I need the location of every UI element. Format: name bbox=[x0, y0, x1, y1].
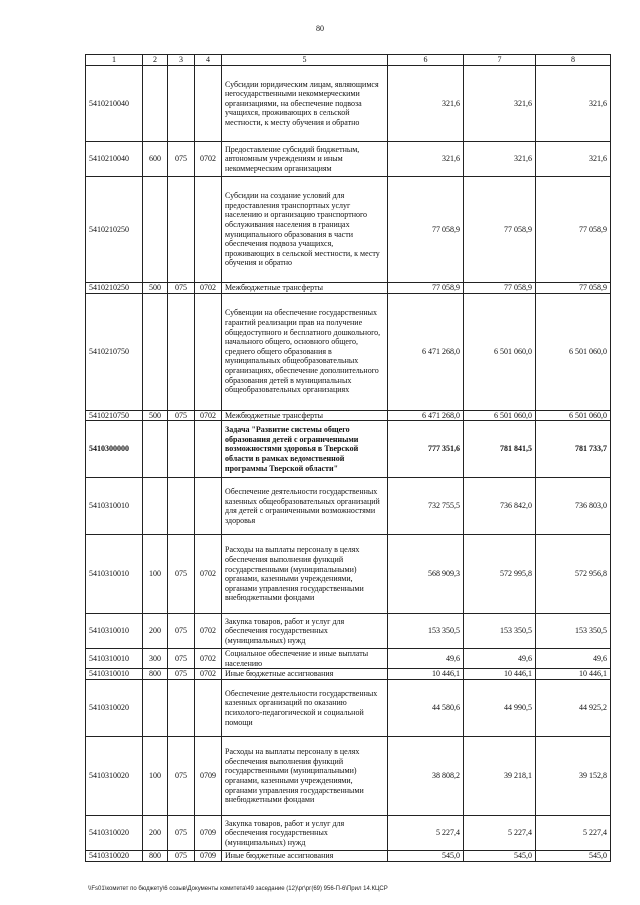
cell-amount-3: 736 803,0 bbox=[536, 478, 611, 535]
cell-expense-type bbox=[143, 66, 168, 142]
cell-section: 0702 bbox=[195, 614, 222, 649]
budget-table bbox=[85, 54, 611, 862]
cell-amount-2: 572 995,8 bbox=[464, 535, 536, 614]
table-row bbox=[86, 614, 611, 649]
cell-ministry: 075 bbox=[168, 535, 195, 614]
cell-section bbox=[195, 177, 222, 283]
cell-amount-3: 153 350,5 bbox=[536, 614, 611, 649]
cell-section bbox=[195, 293, 222, 410]
cell-code: 5410310010 bbox=[86, 649, 143, 669]
cell-code: 5410310010 bbox=[86, 614, 143, 649]
cell-amount-3: 49,6 bbox=[536, 649, 611, 669]
cell-section bbox=[195, 66, 222, 142]
cell-amount-1: 777 351,6 bbox=[388, 421, 464, 478]
cell-ministry: 075 bbox=[168, 850, 195, 861]
cell-description: Субсидии юридическим лицам, являющимся негосударственными некоммерческими организациями, на обеспечение подвоза учащихся, проживающих в сельской местности, к месту обучения и обратно bbox=[222, 66, 388, 142]
cell-code: 5410310010 bbox=[86, 478, 143, 535]
table-row bbox=[86, 177, 611, 283]
cell-section: 0709 bbox=[195, 850, 222, 861]
cell-expense-type: 800 bbox=[143, 669, 168, 680]
cell-code: 5410310020 bbox=[86, 815, 143, 850]
header-col-7: 7 bbox=[464, 55, 536, 66]
table-row bbox=[86, 421, 611, 478]
cell-amount-3: 572 956,8 bbox=[536, 535, 611, 614]
cell-expense-type bbox=[143, 679, 168, 736]
cell-section: 0709 bbox=[195, 815, 222, 850]
cell-ministry bbox=[168, 679, 195, 736]
cell-expense-type: 200 bbox=[143, 815, 168, 850]
cell-code: 5410210040 bbox=[86, 142, 143, 177]
cell-amount-3: 5 227,4 bbox=[536, 815, 611, 850]
cell-ministry bbox=[168, 293, 195, 410]
table-row bbox=[86, 283, 611, 294]
cell-amount-3: 44 925,2 bbox=[536, 679, 611, 736]
cell-amount-2: 321,6 bbox=[464, 142, 536, 177]
cell-section: 0702 bbox=[195, 283, 222, 294]
cell-ministry: 075 bbox=[168, 649, 195, 669]
table-row bbox=[86, 649, 611, 669]
cell-amount-1: 545,0 bbox=[388, 850, 464, 861]
cell-code: 5410210040 bbox=[86, 66, 143, 142]
cell-code: 5410210750 bbox=[86, 410, 143, 421]
table-row bbox=[86, 850, 611, 861]
cell-code: 5410210250 bbox=[86, 177, 143, 283]
cell-amount-3: 10 446,1 bbox=[536, 669, 611, 680]
cell-code: 5410300000 bbox=[86, 421, 143, 478]
header-col-6: 6 bbox=[388, 55, 464, 66]
header-col-8: 8 bbox=[536, 55, 611, 66]
cell-amount-3: 39 152,8 bbox=[536, 736, 611, 815]
cell-amount-3: 545,0 bbox=[536, 850, 611, 861]
cell-description: Расходы на выплаты персоналу в целях обеспечения выполнения функций государственными (муниципальными) органами, казенными учреждениями, органами управления государственными внебюджетными фондами bbox=[222, 535, 388, 614]
cell-code: 5410310020 bbox=[86, 736, 143, 815]
table-row bbox=[86, 679, 611, 736]
table-row bbox=[86, 736, 611, 815]
cell-amount-1: 153 350,5 bbox=[388, 614, 464, 649]
cell-expense-type: 300 bbox=[143, 649, 168, 669]
table-row bbox=[86, 142, 611, 177]
cell-ministry: 075 bbox=[168, 736, 195, 815]
cell-amount-3: 77 058,9 bbox=[536, 177, 611, 283]
cell-description: Межбюджетные трансферты bbox=[222, 283, 388, 294]
cell-description: Социальное обеспечение и иные выплаты населению bbox=[222, 649, 388, 669]
cell-amount-1: 38 808,2 bbox=[388, 736, 464, 815]
cell-code: 5410210250 bbox=[86, 283, 143, 294]
cell-section bbox=[195, 478, 222, 535]
cell-amount-1: 732 755,5 bbox=[388, 478, 464, 535]
cell-amount-1: 6 471 268,0 bbox=[388, 410, 464, 421]
cell-ministry: 075 bbox=[168, 283, 195, 294]
cell-ministry: 075 bbox=[168, 815, 195, 850]
cell-amount-2: 77 058,9 bbox=[464, 177, 536, 283]
cell-amount-2: 781 841,5 bbox=[464, 421, 536, 478]
cell-amount-1: 77 058,9 bbox=[388, 177, 464, 283]
cell-code: 5410310020 bbox=[86, 850, 143, 861]
cell-ministry bbox=[168, 478, 195, 535]
cell-code: 5410310010 bbox=[86, 669, 143, 680]
cell-amount-2: 6 501 060,0 bbox=[464, 293, 536, 410]
cell-expense-type: 100 bbox=[143, 535, 168, 614]
cell-amount-2: 6 501 060,0 bbox=[464, 410, 536, 421]
table-row bbox=[86, 535, 611, 614]
cell-expense-type: 500 bbox=[143, 410, 168, 421]
cell-description: Иные бюджетные ассигнования bbox=[222, 669, 388, 680]
cell-ministry: 075 bbox=[168, 669, 195, 680]
cell-section: 0702 bbox=[195, 535, 222, 614]
cell-amount-2: 39 218,1 bbox=[464, 736, 536, 815]
cell-amount-1: 6 471 268,0 bbox=[388, 293, 464, 410]
cell-expense-type: 500 bbox=[143, 283, 168, 294]
page-number: 80 bbox=[316, 24, 324, 33]
table-row bbox=[86, 669, 611, 680]
cell-amount-1: 10 446,1 bbox=[388, 669, 464, 680]
cell-ministry: 075 bbox=[168, 614, 195, 649]
table-row bbox=[86, 410, 611, 421]
cell-amount-2: 49,6 bbox=[464, 649, 536, 669]
table-row bbox=[86, 66, 611, 142]
cell-amount-2: 545,0 bbox=[464, 850, 536, 861]
cell-description: Межбюджетные трансферты bbox=[222, 410, 388, 421]
cell-section: 0702 bbox=[195, 142, 222, 177]
cell-amount-1: 321,6 bbox=[388, 66, 464, 142]
cell-description: Субвенции на обеспечение государственных гарантий реализации прав на получение общедоступного и бесплатного дошкольного, начального общего, основного общего, среднего общего образования в муниципальных общеобразовательных организациях, обеспечение дополнительного образования детей в муниципальных общеобразовательных организациях bbox=[222, 293, 388, 410]
cell-amount-2: 77 058,9 bbox=[464, 283, 536, 294]
cell-expense-type bbox=[143, 293, 168, 410]
table-row bbox=[86, 478, 611, 535]
cell-amount-3: 6 501 060,0 bbox=[536, 293, 611, 410]
cell-amount-1: 568 909,3 bbox=[388, 535, 464, 614]
header-col-5: 5 bbox=[222, 55, 388, 66]
cell-amount-2: 10 446,1 bbox=[464, 669, 536, 680]
cell-section: 0709 bbox=[195, 736, 222, 815]
cell-ministry bbox=[168, 177, 195, 283]
header-row bbox=[86, 55, 611, 66]
cell-description: Обеспечение деятельности государственных казенных организаций по оказанию психолого-педагогической и социальной помощи bbox=[222, 679, 388, 736]
cell-expense-type bbox=[143, 177, 168, 283]
cell-ministry: 075 bbox=[168, 410, 195, 421]
cell-amount-2: 5 227,4 bbox=[464, 815, 536, 850]
cell-code: 5410210750 bbox=[86, 293, 143, 410]
cell-amount-1: 5 227,4 bbox=[388, 815, 464, 850]
cell-description: Предоставление субсидий бюджетным, автономным учреждениям и иным некоммерческим организациям bbox=[222, 142, 388, 177]
cell-amount-2: 44 990,5 bbox=[464, 679, 536, 736]
cell-section bbox=[195, 679, 222, 736]
cell-description: Субсидии на создание условий для предоставления транспортных услуг населению и организацию транспортного обслуживания населения в границах муниципального образования в части обеспечения подвоза учащихся, проживающих в сельской местности, к месту обучения и обратно bbox=[222, 177, 388, 283]
cell-expense-type: 200 bbox=[143, 614, 168, 649]
cell-amount-3: 6 501 060,0 bbox=[536, 410, 611, 421]
cell-section bbox=[195, 421, 222, 478]
cell-expense-type bbox=[143, 478, 168, 535]
cell-description: Закупка товаров, работ и услуг для обеспечения государственных (муниципальных) нужд bbox=[222, 614, 388, 649]
cell-description: Обеспечение деятельности государственных казенных общеобразовательных организаций для детей с ограниченными возможностями здоровья bbox=[222, 478, 388, 535]
header-col-3: 3 bbox=[168, 55, 195, 66]
header-col-4: 4 bbox=[195, 55, 222, 66]
cell-amount-1: 44 580,6 bbox=[388, 679, 464, 736]
cell-section: 0702 bbox=[195, 410, 222, 421]
cell-description: Расходы на выплаты персоналу в целях обеспечения выполнения функций государственными (муниципальными) органами, казенными учреждениями, органами управления государственными внебюджетными фондами bbox=[222, 736, 388, 815]
cell-amount-2: 736 842,0 bbox=[464, 478, 536, 535]
table-row bbox=[86, 815, 611, 850]
cell-amount-3: 781 733,7 bbox=[536, 421, 611, 478]
cell-section: 0702 bbox=[195, 669, 222, 680]
cell-amount-3: 321,6 bbox=[536, 142, 611, 177]
cell-description: Закупка товаров, работ и услуг для обеспечения государственных (муниципальных) нужд bbox=[222, 815, 388, 850]
cell-expense-type bbox=[143, 421, 168, 478]
table-row bbox=[86, 293, 611, 410]
cell-expense-type: 800 bbox=[143, 850, 168, 861]
header-col-2: 2 bbox=[143, 55, 168, 66]
cell-amount-1: 77 058,9 bbox=[388, 283, 464, 294]
cell-amount-3: 321,6 bbox=[536, 66, 611, 142]
cell-amount-3: 77 058,9 bbox=[536, 283, 611, 294]
file-path-footer: \\Fs01\комитет по бюджету\6 созыв\Документы комитета\49 заседание (12)\рг\рг(69) 956-П-6\Прил 14.КЦСР bbox=[88, 886, 388, 892]
cell-description: Задача "Развитие системы общего образования детей с ограниченными возможностями здоровья в Тверской области в рамках ведомственной программы Тверской области" bbox=[222, 421, 388, 478]
cell-amount-2: 153 350,5 bbox=[464, 614, 536, 649]
cell-ministry: 075 bbox=[168, 142, 195, 177]
cell-section: 0702 bbox=[195, 649, 222, 669]
cell-expense-type: 100 bbox=[143, 736, 168, 815]
cell-description: Иные бюджетные ассигнования bbox=[222, 850, 388, 861]
cell-amount-2: 321,6 bbox=[464, 66, 536, 142]
cell-ministry bbox=[168, 421, 195, 478]
cell-expense-type: 600 bbox=[143, 142, 168, 177]
header-col-1: 1 bbox=[86, 55, 143, 66]
cell-code: 5410310020 bbox=[86, 679, 143, 736]
cell-code: 5410310010 bbox=[86, 535, 143, 614]
cell-amount-1: 49,6 bbox=[388, 649, 464, 669]
cell-ministry bbox=[168, 66, 195, 142]
cell-amount-1: 321,6 bbox=[388, 142, 464, 177]
